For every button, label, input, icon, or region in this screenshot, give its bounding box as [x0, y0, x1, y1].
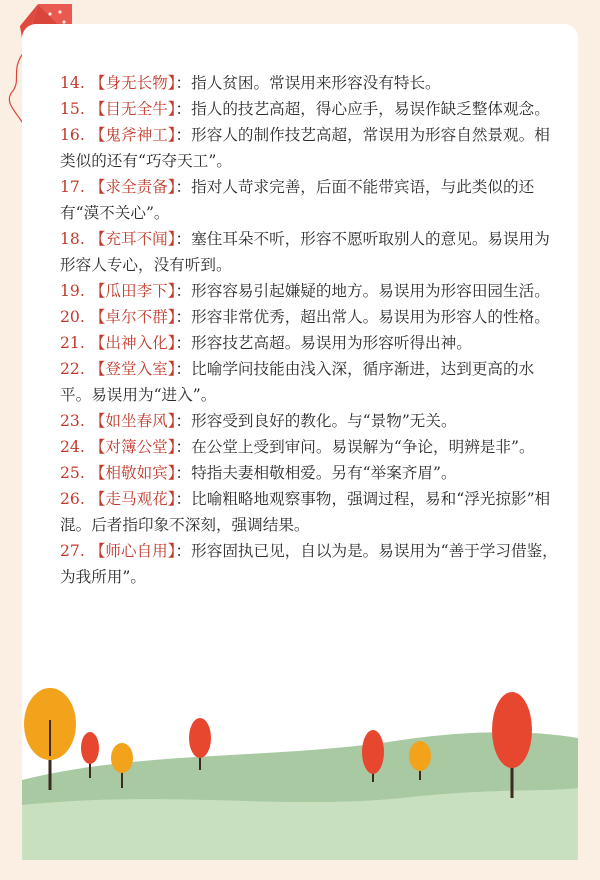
idiom-entry [60, 434, 560, 460]
idiom-entry [60, 174, 560, 226]
idiom-term: 【对簿公堂】 [89, 438, 176, 456]
entry-number: 15. [60, 100, 85, 118]
idiom-entry [60, 330, 560, 356]
idiom-list [60, 70, 560, 590]
idiom-term: 【瓜田李下】 [89, 282, 176, 300]
landscape-illustration [22, 670, 578, 860]
idiom-entry [60, 70, 560, 96]
entry-number: 19. [60, 282, 85, 300]
idiom-definition: ：比喻学问技能由浅入深，循序渐进，达到更高的水平。易误用为“进入”。 [60, 360, 535, 404]
entry-number: 22. [60, 360, 85, 378]
idiom-definition: ：形容人的制作技艺高超，常误用为形容自然景观。相类似的还有“巧夺天工”。 [60, 126, 550, 170]
idiom-definition: ：形容容易引起嫌疑的地方。易误用为形容田园生活。 [175, 282, 550, 300]
idiom-term: 【鬼斧神工】 [89, 126, 176, 144]
entry-number: 23. [60, 412, 85, 430]
idiom-definition: ：形容非常优秀，超出常人。易误用为形容人的性格。 [175, 308, 550, 326]
idiom-term: 【目无全牛】 [89, 100, 176, 118]
idiom-entry [60, 460, 560, 486]
idiom-term: 【卓尔不群】 [89, 308, 176, 326]
idiom-entry [60, 408, 560, 434]
entry-number: 26. [60, 490, 85, 508]
idiom-entry [60, 278, 560, 304]
idiom-definition: ：在公堂上受到审问。易误解为“争论，明辨是非”。 [175, 438, 535, 456]
idiom-entry [60, 304, 560, 330]
idiom-term: 【如坐春风】 [89, 412, 176, 430]
idiom-term: 【身无长物】 [89, 74, 176, 92]
idiom-term: 【师心自用】 [89, 542, 176, 560]
idiom-definition: ：形容技艺高超。易误用为形容听得出神。 [175, 334, 472, 352]
idiom-definition: ：形容受到良好的教化。与“景物”无关。 [175, 412, 457, 430]
idiom-definition: ：指人贫困。常误用来形容没有特长。 [175, 74, 441, 92]
idiom-definition: ：塞住耳朵不听，形容不愿听取别人的意见。易误用为形容人专心，没有听到。 [60, 230, 550, 274]
idiom-term: 【求全责备】 [89, 178, 176, 196]
idiom-term: 【登堂入室】 [89, 360, 176, 378]
idiom-entry [60, 538, 560, 590]
idiom-term: 【出神入化】 [89, 334, 176, 352]
entry-number: 16. [60, 126, 85, 144]
idiom-term: 【充耳不闻】 [89, 230, 176, 248]
entry-number: 27. [60, 542, 85, 560]
idiom-term: 【相敬如宾】 [89, 464, 176, 482]
idiom-entry [60, 486, 560, 538]
entry-number: 25. [60, 464, 85, 482]
idiom-definition: ：比喻粗略地观察事物，强调过程，易和“浮光掠影”相混。后者指印象不深刻，强调结果。 [60, 490, 551, 534]
entry-number: 14. [60, 74, 85, 92]
entry-number: 21. [60, 334, 85, 352]
idiom-definition: ：形容固执已见，自以为是。易误用为“善于学习借鉴，为我所用”。 [60, 542, 558, 586]
idiom-term: 【走马观花】 [89, 490, 176, 508]
idiom-definition: ：指对人苛求完善，后面不能带宾语，与此类似的还有“漠不关心”。 [60, 178, 535, 222]
idiom-definition: ：指人的技艺高超，得心应手，易误作缺乏整体观念。 [175, 100, 550, 118]
idiom-definition: ：特指夫妻相敬相爱。另有“举案齐眉”。 [175, 464, 457, 482]
entry-number: 18. [60, 230, 85, 248]
entry-number: 24. [60, 438, 85, 456]
idiom-entry [60, 226, 560, 278]
idiom-entry [60, 122, 560, 174]
entry-number: 20. [60, 308, 85, 326]
idiom-entry [60, 96, 560, 122]
entry-number: 17. [60, 178, 85, 196]
idiom-entry [60, 356, 560, 408]
